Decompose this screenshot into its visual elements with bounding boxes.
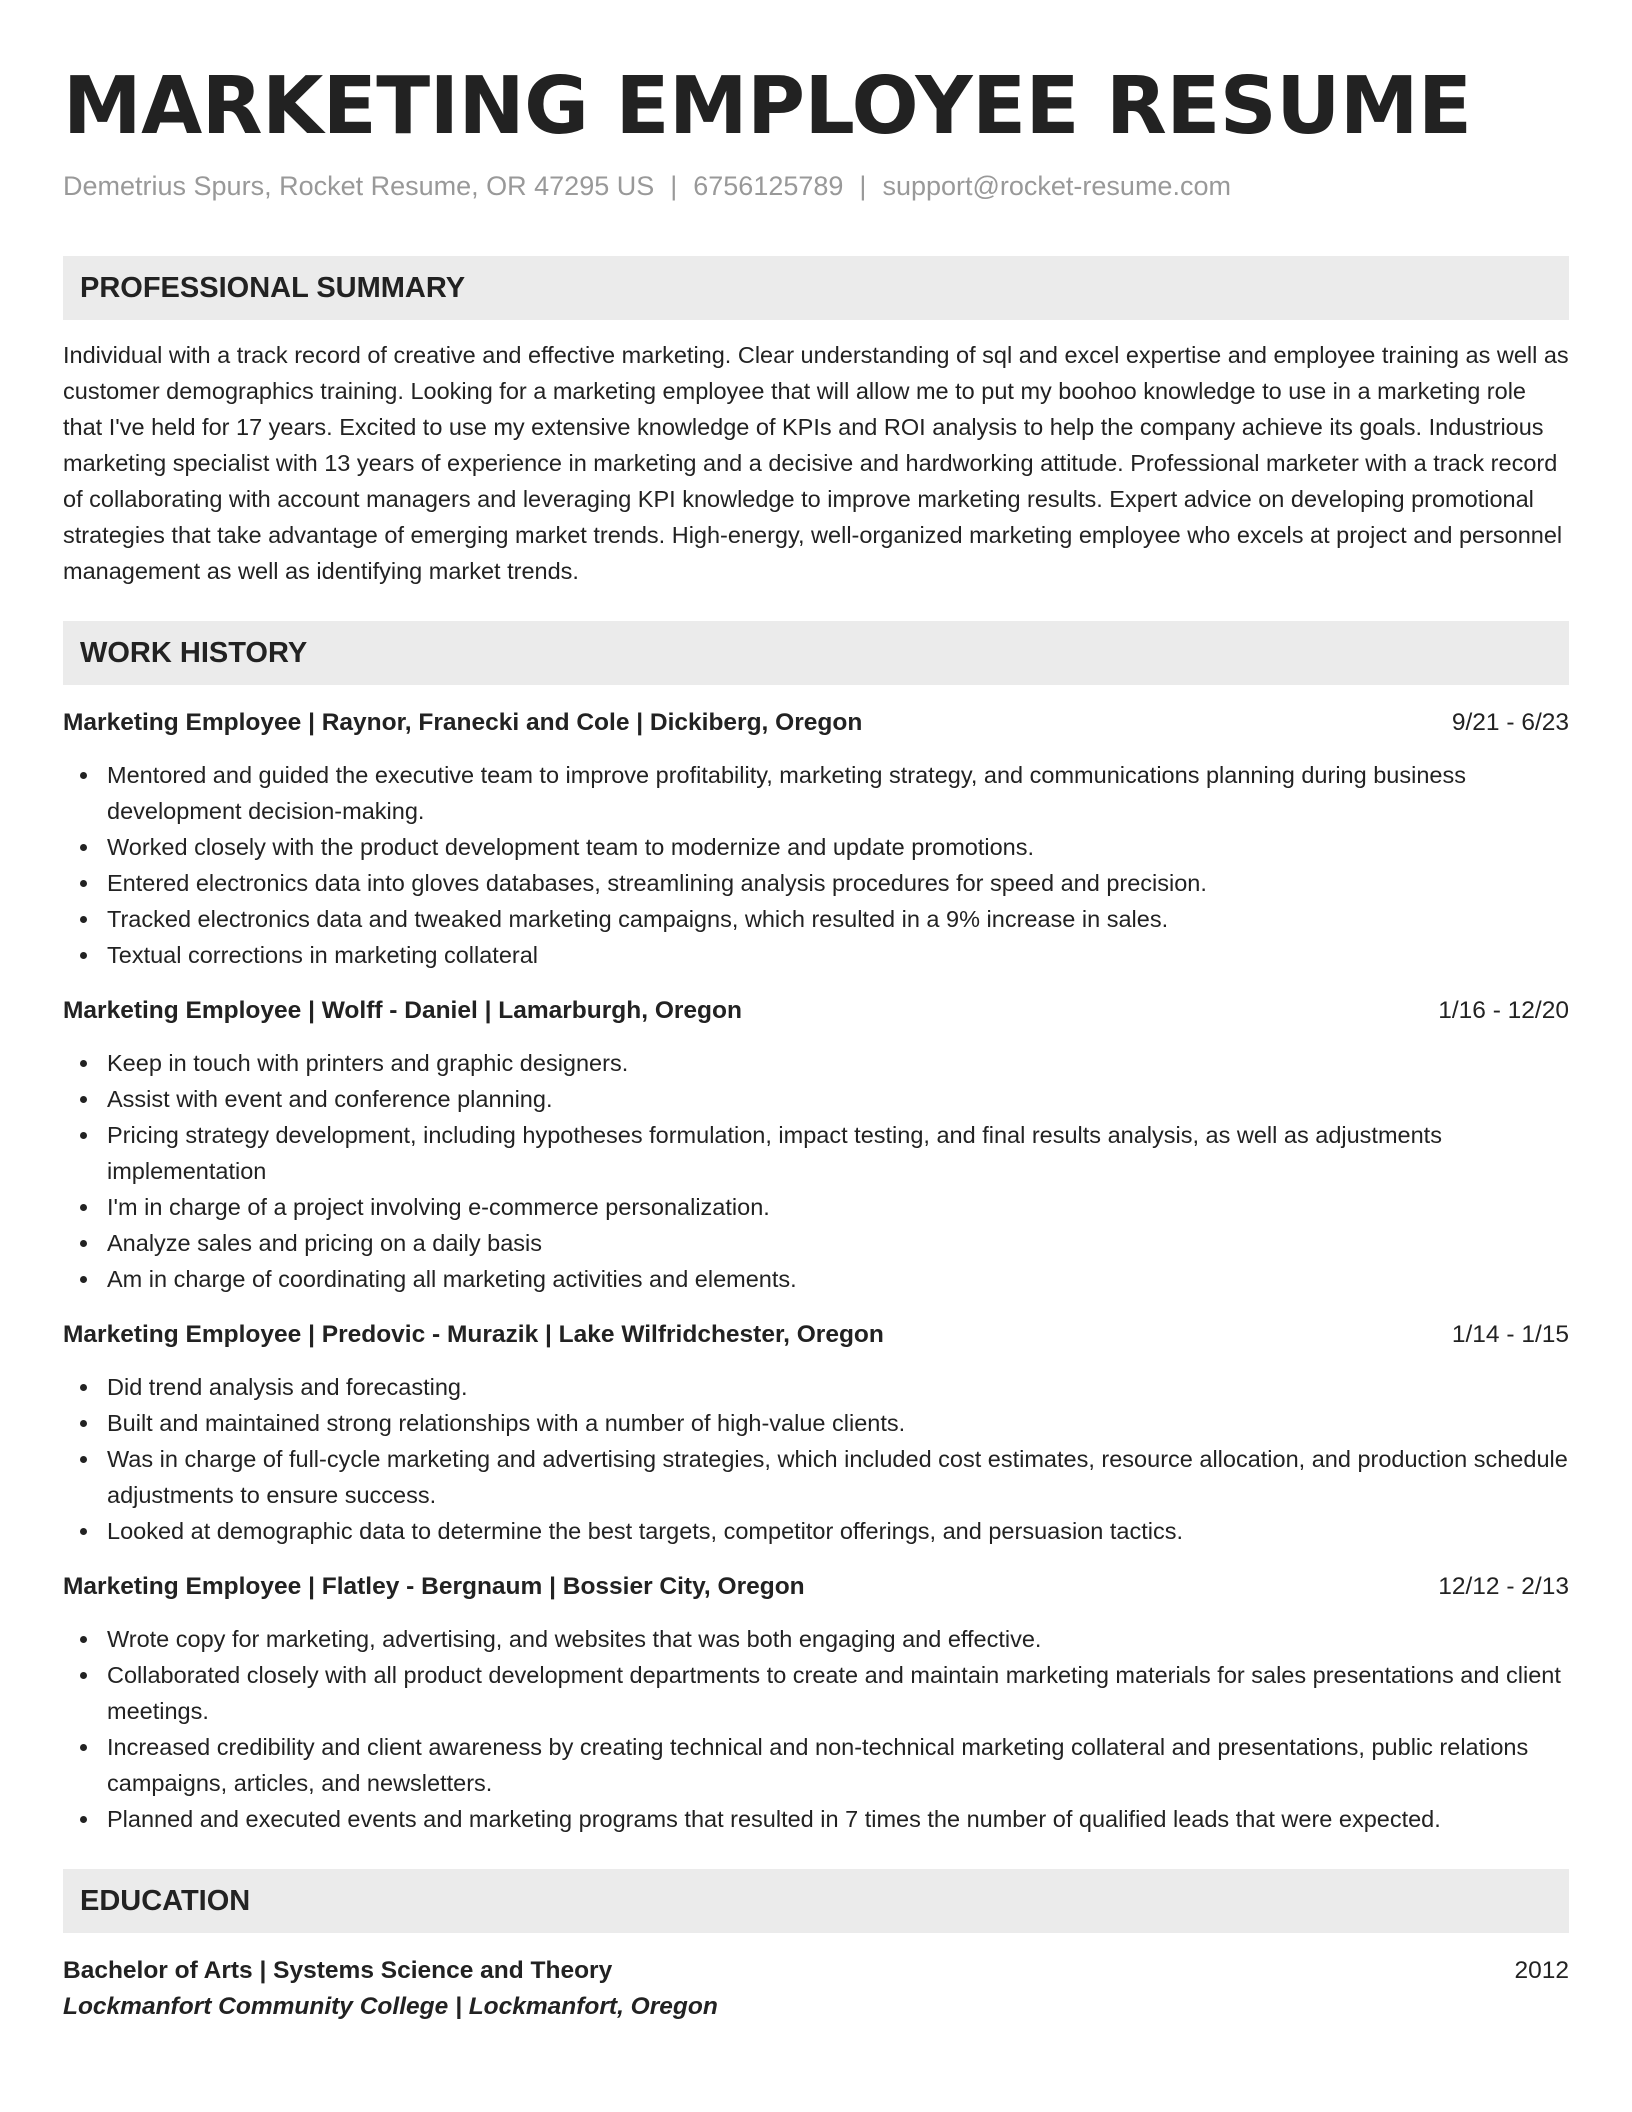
job-header xyxy=(63,705,1569,741)
job-bullet: Textual corrections in marketing collateral xyxy=(107,937,1569,973)
job-dates: 1/16 - 12/20 xyxy=(1438,997,1569,1024)
job-bullet-list xyxy=(63,1369,1569,1549)
education-header xyxy=(63,1953,1569,1989)
job-entry xyxy=(63,705,1569,973)
job-title: Marketing Employee | Predovic - Murazik | Lake Wilfridchester, Oregon xyxy=(63,1321,884,1348)
job-bullet: Collaborated closely with all product development departments to create and maintain marketing materials for sales presentations and client meetings. xyxy=(107,1657,1569,1729)
job-bullet: Did trend analysis and forecasting. xyxy=(107,1369,1569,1405)
job-bullet: Analyze sales and pricing on a daily basis xyxy=(107,1225,1569,1261)
job-bullet: Looked at demographic data to determine the best targets, competitor offerings, and persuasion tactics. xyxy=(107,1513,1569,1549)
job-title: Marketing Employee | Flatley - Bergnaum | Bossier City, Oregon xyxy=(63,1573,805,1600)
summary-text: Individual with a track record of creative and effective marketing. Clear understanding of sql and excel expertise and employee training as well as customer demographics training. Looking for a marketing employee that will allow me to put my boohoo knowledge to use in a marketing role that I've held for 17 years. Excited to use my extensive knowledge of KPIs and ROI analysis to help the company achieve its goals. Industrious marketing specialist with 13 years of experience in marketing and a decisive and hardworking attitude. Professional marketer with a track record of collaborating with account managers and leveraging KPI knowledge to improve marketing results. Expert advice on developing promotional strategies that take advantage of emerging market trends. High-energy, well-organized marketing employee who excels at project and personnel management as well as identifying market trends. xyxy=(63,342,1569,584)
job-bullet-list xyxy=(63,1621,1569,1837)
work-history-list xyxy=(63,705,1569,1837)
contact-separator: | xyxy=(859,171,867,201)
job-entry xyxy=(63,1317,1569,1549)
contact-address: Demetrius Spurs, Rocket Resume, OR 47295 US xyxy=(63,171,655,201)
job-bullet: Planned and executed events and marketing programs that resulted in 7 times the number of qualified leads that were expected. xyxy=(107,1801,1569,1837)
education-year: 2012 xyxy=(1514,1957,1569,1984)
section-header-education: EDUCATION xyxy=(63,1869,1569,1933)
job-header xyxy=(63,1569,1569,1605)
resume-title: MARKETING EMPLOYEE RESUME xyxy=(63,60,1472,152)
job-dates: 12/12 - 2/13 xyxy=(1438,1573,1569,1600)
job-bullet: Entered electronics data into gloves databases, streamlining analysis procedures for speed and precision. xyxy=(107,865,1569,901)
education-school: Lockmanfort Community College | Lockmanfort, Oregon xyxy=(63,1993,718,2020)
contact-separator: | xyxy=(670,171,678,201)
job-bullet: Tracked electronics data and tweaked marketing campaigns, which resulted in a 9% increase in sales. xyxy=(107,901,1569,937)
section-header-summary: PROFESSIONAL SUMMARY xyxy=(63,256,1569,320)
job-header xyxy=(63,1317,1569,1353)
job-bullet: Am in charge of coordinating all marketing activities and elements. xyxy=(107,1261,1569,1297)
contact-line xyxy=(63,168,1569,204)
job-bullet: Built and maintained strong relationships with a number of high-value clients. xyxy=(107,1405,1569,1441)
job-entry xyxy=(63,993,1569,1297)
job-bullet: I'm in charge of a project involving e-commerce personalization. xyxy=(107,1189,1569,1225)
education-entry xyxy=(63,1953,1569,2025)
job-bullet: Keep in touch with printers and graphic designers. xyxy=(107,1045,1569,1081)
job-title: Marketing Employee | Raynor, Franecki and Cole | Dickiberg, Oregon xyxy=(63,709,863,736)
job-bullet-list xyxy=(63,757,1569,973)
job-bullet: Wrote copy for marketing, advertising, and websites that was both engaging and effective. xyxy=(107,1621,1569,1657)
job-title: Marketing Employee | Wolff - Daniel | Lamarburgh, Oregon xyxy=(63,997,742,1024)
contact-email: support@rocket-resume.com xyxy=(882,171,1231,201)
section-header-work-history: WORK HISTORY xyxy=(63,621,1569,685)
contact-phone: 6756125789 xyxy=(693,171,844,201)
job-entry xyxy=(63,1569,1569,1837)
job-bullet: Assist with event and conference planning. xyxy=(107,1081,1569,1117)
job-header xyxy=(63,993,1569,1029)
job-bullet: Pricing strategy development, including hypotheses formulation, impact testing, and final results analysis, as well as adjustments implementation xyxy=(107,1117,1569,1189)
job-dates: 1/14 - 1/15 xyxy=(1451,1321,1569,1348)
job-bullet: Worked closely with the product development team to modernize and update promotions. xyxy=(107,829,1569,865)
job-dates: 9/21 - 6/23 xyxy=(1451,709,1569,736)
education-degree: Bachelor of Arts | Systems Science and Theory xyxy=(63,1957,613,1984)
job-bullet-list xyxy=(63,1045,1569,1297)
job-bullet: Was in charge of full-cycle marketing and advertising strategies, which included cost estimates, resource allocation, and production schedule adjustments to ensure success. xyxy=(107,1441,1569,1513)
job-bullet: Mentored and guided the executive team to improve profitability, marketing strategy, and communications planning during business development decision-making. xyxy=(107,757,1569,829)
job-bullet: Increased credibility and client awareness by creating technical and non-technical marketing collateral and presentations, public relations campaigns, articles, and newsletters. xyxy=(107,1729,1569,1801)
